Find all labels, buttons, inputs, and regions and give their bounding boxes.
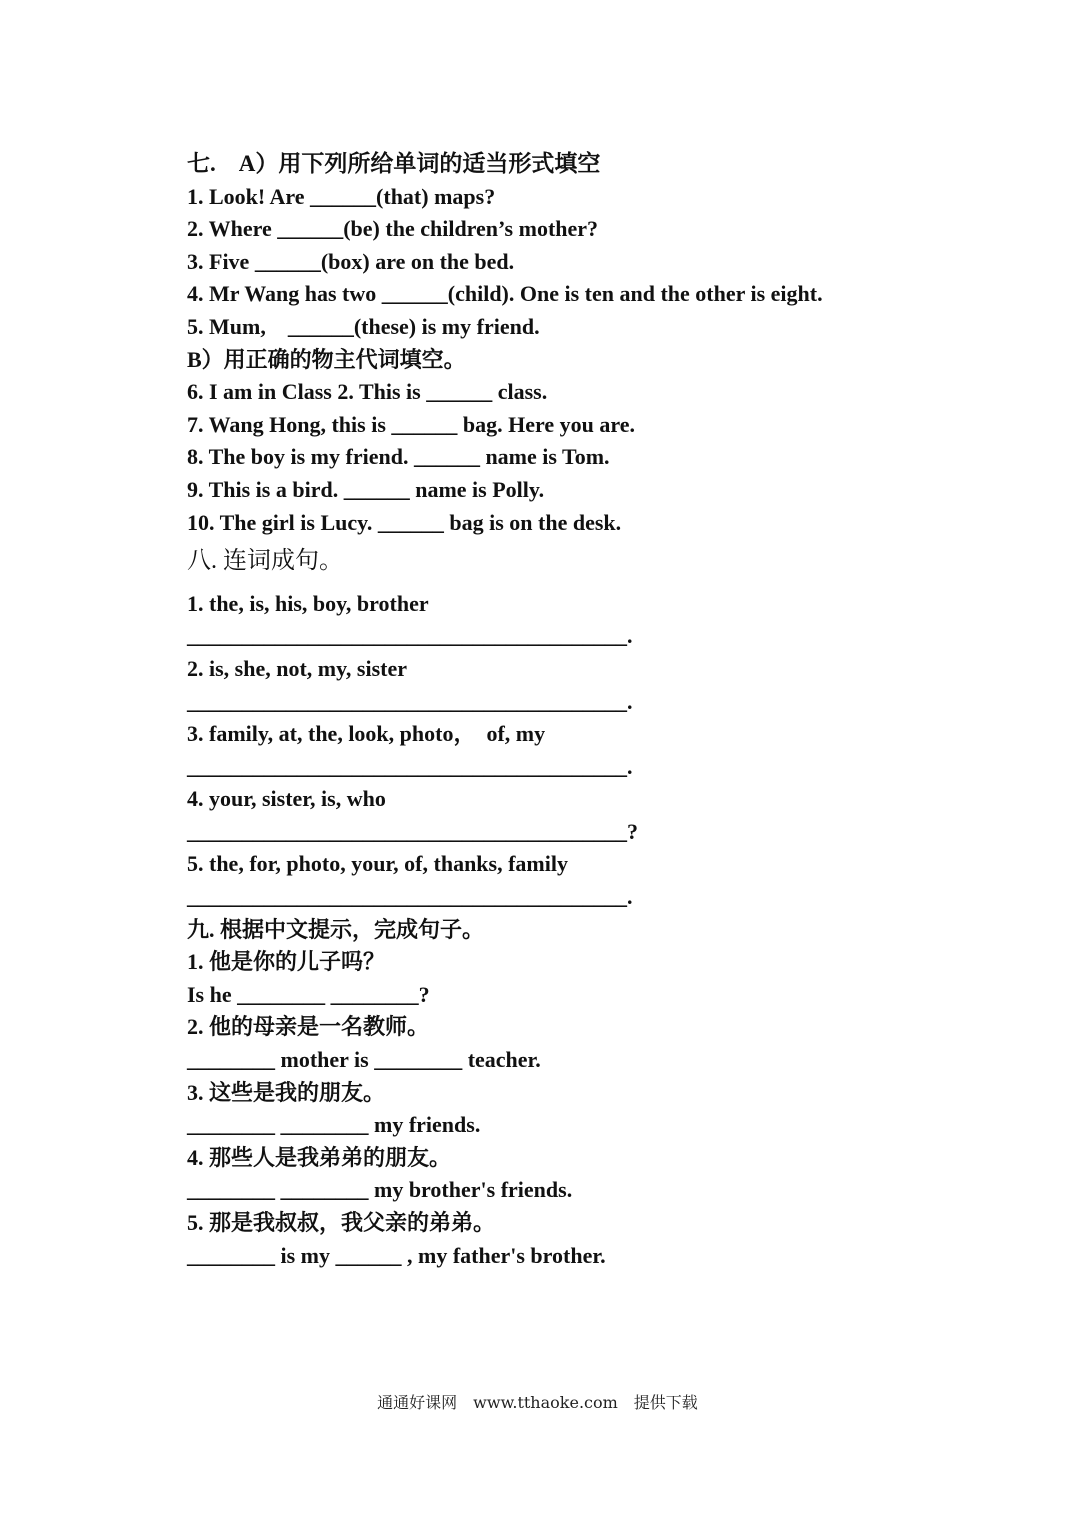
section-9-heading: 九. 根据中文提示，完成句子。 [187, 916, 485, 942]
section-8-answer-5: ________________________________________. [187, 884, 633, 910]
section-7-item-5: 5. Mum, ______(these) is my friend. [187, 313, 540, 339]
section-9-prompt-4: 4. 那些人是我弟弟的朋友。 [187, 1144, 452, 1170]
section-7-item-10: 10. The girl is Lucy. ______ bag is on the desk. [187, 509, 622, 535]
worksheet-content [187, 148, 907, 1272]
section-7-item-9: 9. This is a bird. ______ name is Polly. [187, 476, 545, 502]
section-7-item-4: 4. Mr Wang has two ______(child). One is ten and the other is eight. [187, 281, 823, 307]
page-footer: 通通好课网 www.tthaoke.com 提供下载 [377, 1393, 698, 1412]
section-7-heading: 七. A）用下列所给单词的适当形式填空 [187, 151, 601, 176]
section-8-prompt-3: 3. family, at, the, look, photo， of, my [187, 721, 546, 747]
section-8-heading: 八. 连词成句。 [187, 548, 343, 575]
section-7-subheading-b: B）用正确的物主代词填空。 [187, 346, 466, 372]
section-7-item-2: 2. Where ______(be) the children’s mother? [187, 216, 599, 242]
section-7-item-7: 7. Wang Hong, this is ______ bag. Here you are. [187, 411, 635, 437]
section-9-answer-2: ________ mother is ________ teacher. [187, 1047, 541, 1073]
section-9-prompt-2: 2. 他的母亲是一名教师。 [187, 1014, 430, 1040]
section-7-item-1: 1. Look! Are ______(that) maps? [187, 183, 496, 209]
section-7-item-3: 3. Five ______(box) are on the bed. [187, 248, 515, 274]
section-8-prompt-5: 5. the, for, photo, your, of, thanks, family [187, 851, 568, 877]
section-8-answer-1: ________________________________________. [187, 623, 633, 649]
section-8-prompt-4: 4. your, sister, is, who [187, 786, 386, 812]
section-9-prompt-1: 1. 他是你的儿子吗？ [187, 949, 386, 975]
section-9-answer-1: Is he ________ ________? [187, 981, 430, 1007]
section-8-prompt-1: 1. the, is, his, boy, brother [187, 590, 429, 616]
section-9-prompt-5: 5. 那是我叔叔，我父亲的弟弟。 [187, 1210, 496, 1235]
section-9-prompt-3: 3. 这些是我的朋友。 [187, 1079, 386, 1105]
section-9-answer-5: ________ is my ______ , my father's brother. [187, 1242, 606, 1268]
section-8-answer-3: ________________________________________. [187, 753, 633, 779]
section-8-answer-4: ________________________________________? [187, 818, 638, 844]
section-8-prompt-2: 2. is, she, not, my, sister [187, 655, 407, 681]
section-9-answer-4: ________ ________ my brother's friends. [187, 1177, 573, 1203]
section-7-item-8: 8. The boy is my friend. ______ name is Tom. [187, 444, 610, 470]
section-8-answer-2: ________________________________________. [187, 688, 633, 714]
section-9-answer-3: ________ ________ my friends. [187, 1112, 481, 1138]
section-7-item-6: 6. I am in Class 2. This is ______ class. [187, 379, 548, 405]
